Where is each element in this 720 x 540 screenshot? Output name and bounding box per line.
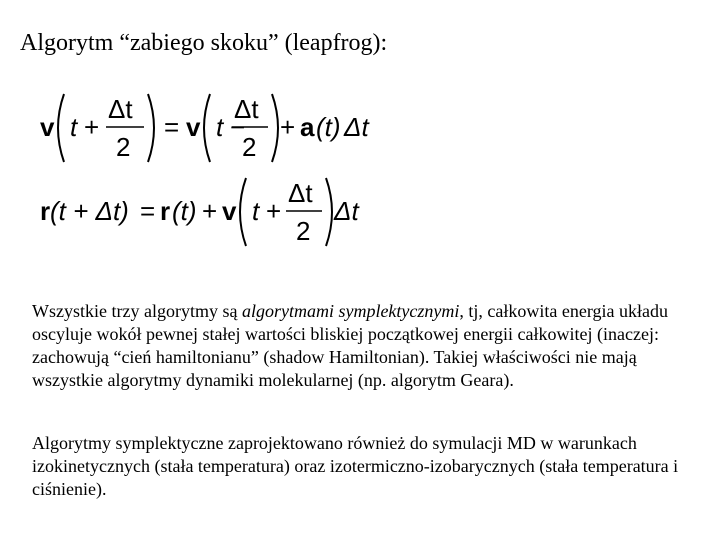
eq2-delta-t-frac: Δt xyxy=(288,178,313,208)
eq1-paren-close-2 xyxy=(272,94,278,162)
eq1-minus-rhs: − xyxy=(230,112,246,142)
leapfrog-equations xyxy=(36,88,396,248)
eq1-delta-t-rhs: Δt xyxy=(234,94,259,124)
eq1-t-paren: (t) xyxy=(316,112,341,142)
equation-position xyxy=(40,178,360,246)
eq2-plus: + xyxy=(202,196,218,226)
eq2-plus-inner: + xyxy=(266,196,282,226)
eq2-t: t xyxy=(252,196,260,226)
eq2-lhs-arg: (t + Δt) xyxy=(50,196,129,226)
eq1-paren-close-1 xyxy=(148,94,154,162)
eq1-delta-t-tail: Δt xyxy=(344,112,369,142)
eq1-t-rhs: t xyxy=(216,112,224,142)
eq1-delta-t-lhs: Δt xyxy=(108,94,133,124)
eq1-plus-accel: + xyxy=(280,112,296,142)
eq2-r-lhs: r xyxy=(40,196,51,226)
paragraph-symplectic-after: , tj, całkowita energia układu oscyluje wokół pewnej stałej wartości bliskiej początkowej energii całkowitej (inaczej: zachowują “cień hamiltonianu” (shadow Hamiltonian). Takiej właściwości nie mają wszystkie algorytmy dynamiki molekularnej (np. algorytm Geara). xyxy=(32,301,669,390)
eq2-delta-t-tail: Δt xyxy=(334,196,359,226)
eq2-rhs-arg: (t) xyxy=(172,196,197,226)
eq1-paren-open-2 xyxy=(204,94,210,162)
eq2-two: 2 xyxy=(296,216,311,246)
eq2-paren-open xyxy=(240,178,246,246)
eq1-equals: = xyxy=(164,112,180,142)
eq1-two-lhs: 2 xyxy=(116,132,131,162)
paragraph-ensembles: Algorytmy symplektyczne zaprojektowano również do symulacji MD w warunkach izokinetycznych (stała temperatura) oraz izotermiczno-izobarycznych (stała temperatura i ciśnienie). xyxy=(32,433,679,499)
eq1-two-rhs: 2 xyxy=(242,132,257,162)
eq1-v-lhs: v xyxy=(40,112,55,142)
paragraph-symplectic-before: Wszystkie trzy algorytmy są xyxy=(32,301,242,321)
eq1-v-rhs: v xyxy=(186,112,201,142)
eq2-paren-close xyxy=(326,178,332,246)
paragraph-symplectic xyxy=(32,300,692,392)
eq1-t-lhs: t xyxy=(70,112,78,142)
eq1-paren-open-1 xyxy=(58,94,64,162)
eq1-a: a xyxy=(300,112,315,142)
eq1-plus-lhs: + xyxy=(84,112,100,142)
eq2-r-rhs: r xyxy=(160,196,171,226)
paragraph-symplectic-emphasis: algorytmami symplektycznymi xyxy=(241,301,460,321)
slide-title: Algorytm “zabiego skoku” (leapfrog): xyxy=(20,30,388,56)
equations-svg xyxy=(36,88,396,248)
eq2-equals: = xyxy=(140,196,156,226)
equation-velocity xyxy=(40,94,370,162)
eq2-v: v xyxy=(222,196,237,226)
